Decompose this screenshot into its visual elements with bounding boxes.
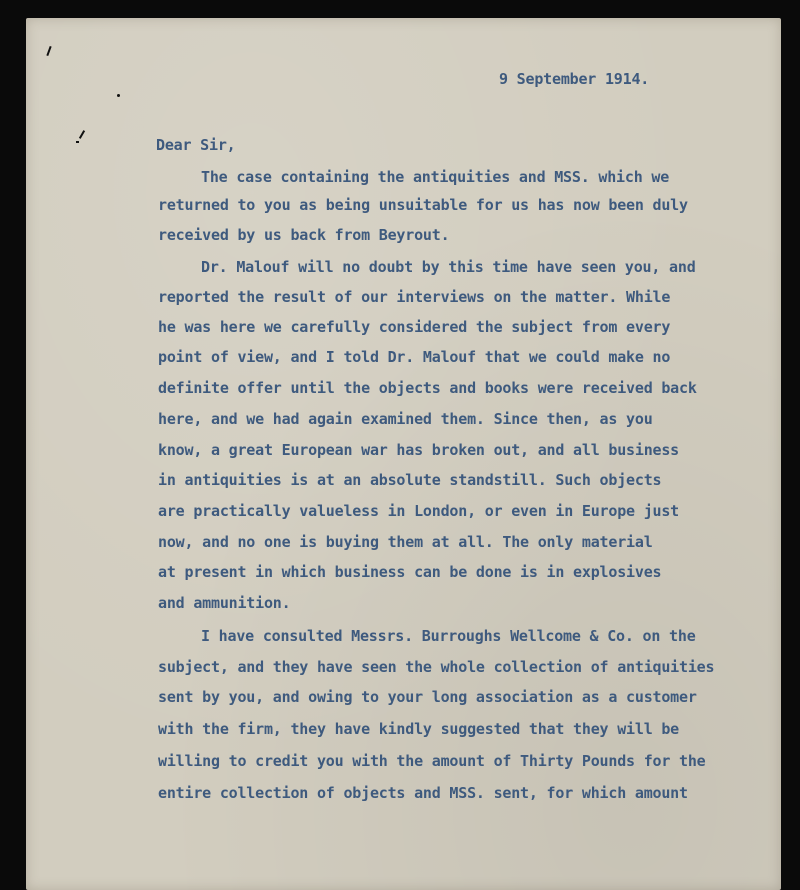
letter-line: know, a great European war has broken out, and all business bbox=[158, 441, 680, 459]
letter-line: reported the result of our interviews on the matter. While bbox=[158, 288, 671, 306]
letter-line: in antiquities is at an absolute standstill. Such objects bbox=[158, 471, 662, 489]
letter-line: definite offer until the objects and books were received back bbox=[158, 379, 697, 397]
letter-page bbox=[26, 18, 781, 890]
letter-date: 9 September 1914. bbox=[499, 70, 650, 88]
letter-line: received by us back from Beyrout. bbox=[158, 226, 450, 244]
letter-line: willing to credit you with the amount of Thirty Pounds for the bbox=[158, 752, 706, 770]
letter-line: here, and we had again examined them. Since then, as you bbox=[158, 410, 653, 428]
letter-line: entire collection of objects and MSS. sent, for which amount bbox=[158, 784, 688, 802]
letter-line: now, and no one is buying them at all. The only material bbox=[158, 533, 653, 551]
letter-body bbox=[26, 18, 781, 890]
letter-line: subject, and they have seen the whole collection of antiquities bbox=[158, 658, 715, 676]
letter-line: Dr. Malouf will no doubt by this time have seen you, and bbox=[201, 258, 696, 276]
letter-line: are practically valueless in London, or even in Europe just bbox=[158, 502, 680, 520]
letter-line: and ammunition. bbox=[158, 594, 291, 612]
letter-line: sent by you, and owing to your long association as a customer bbox=[158, 688, 697, 706]
letter-line: point of view, and I told Dr. Malouf that we could make no bbox=[158, 348, 671, 366]
letter-salutation: Dear Sir, bbox=[156, 136, 236, 154]
letter-line: at present in which business can be done is in explosives bbox=[158, 563, 662, 581]
letter-line: I have consulted Messrs. Burroughs Wellcome & Co. on the bbox=[201, 627, 696, 645]
letter-line: The case containing the antiquities and MSS. which we bbox=[201, 168, 670, 186]
letter-line: with the firm, they have kindly suggested that they will be bbox=[158, 720, 680, 738]
letter-line: returned to you as being unsuitable for us has now been duly bbox=[158, 196, 688, 214]
letter-line: he was here we carefully considered the subject from every bbox=[158, 318, 671, 336]
